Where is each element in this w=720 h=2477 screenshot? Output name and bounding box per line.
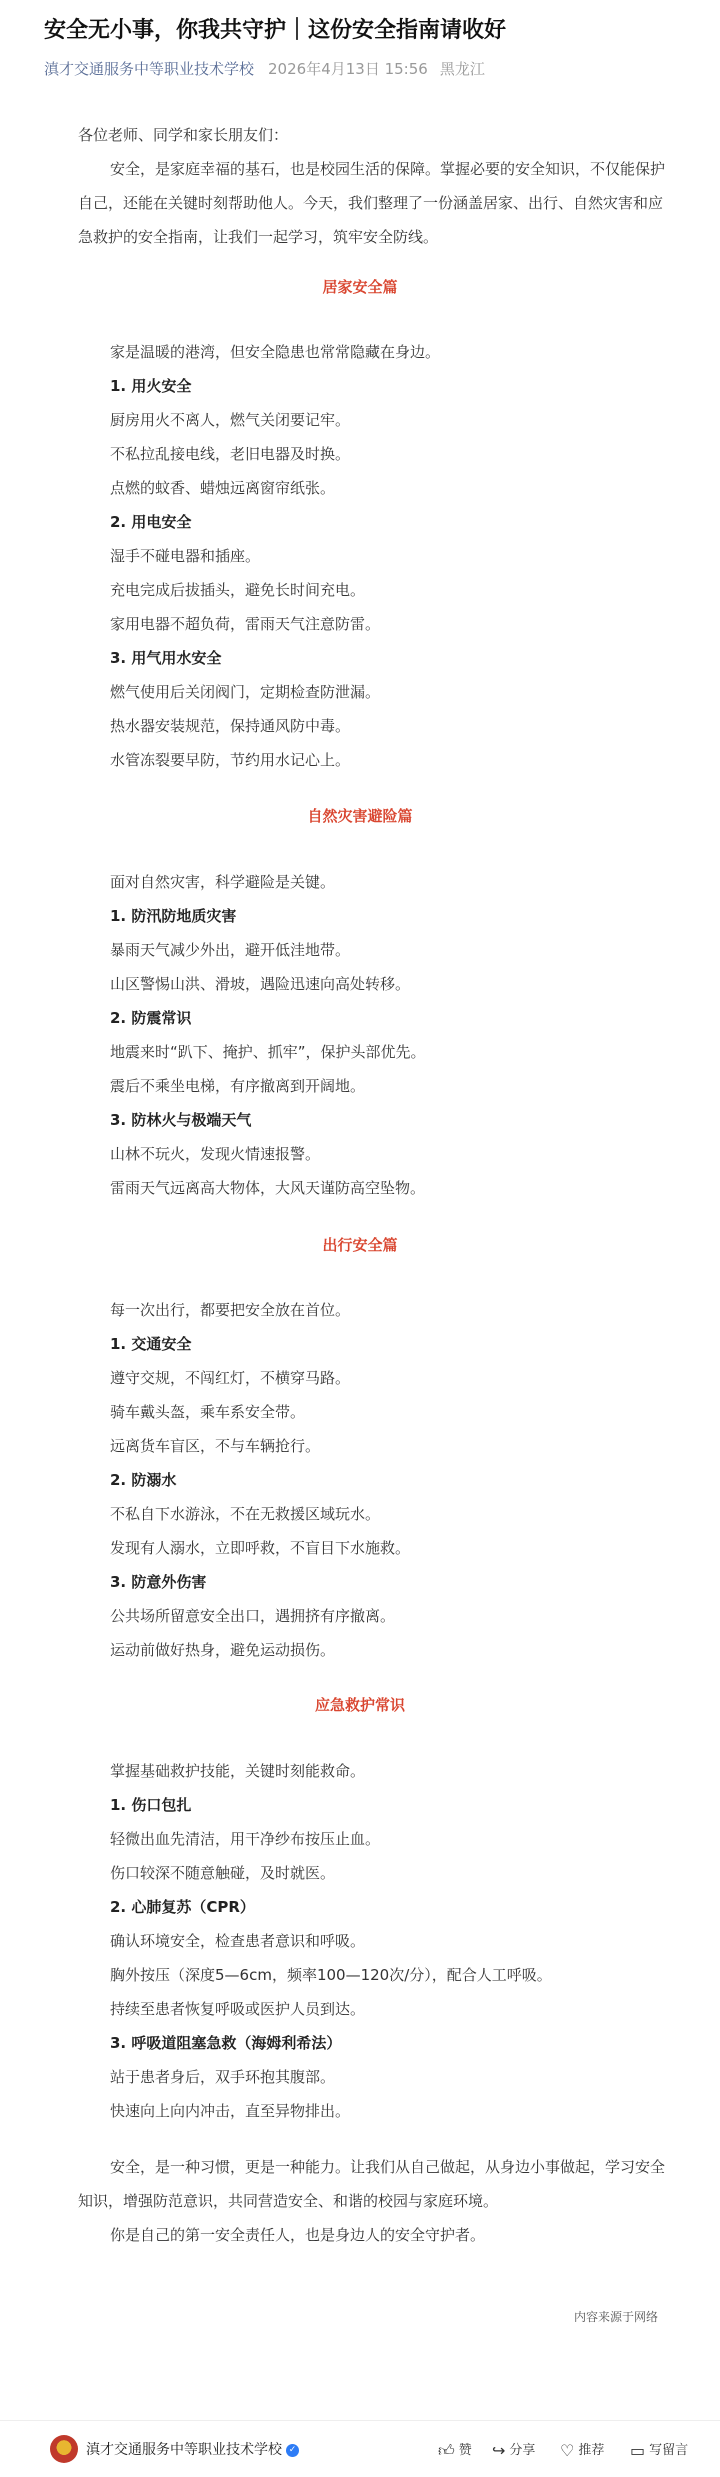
rescue-line: 站于患者身后，双手环抱其腹部。 xyxy=(110,2068,336,2086)
travel-line: 远离货车盲区，不与车辆抢行。 xyxy=(110,1437,321,1455)
home-line: 燃气使用后关闭阀门，定期检查防泄漏。 xyxy=(110,683,381,701)
comment-button[interactable] xyxy=(630,2439,688,2460)
travel-line: 运动前做好热身，避免运动损伤。 xyxy=(110,1641,336,1659)
nature-lead: 面对自然灾害，科学避险是关键。 xyxy=(110,873,336,891)
recommend-label: 推荐 xyxy=(578,2443,605,2458)
section-title-nature: 自然灾害避险篇 xyxy=(307,807,413,825)
closing-paragraph: 安全，是一种习惯，更是一种能力。让我们从自己做起，从身边小事做起，学习安全知识，增强防范意识，共同营造安全、和谐的校园与家庭环境。 xyxy=(78,2158,666,2210)
home-line: 湿手不碰电器和插座。 xyxy=(110,547,261,565)
nature-line: 暴雨天气减少外出，避开低洼地带。 xyxy=(110,941,351,959)
rescue-line: 持续至患者恢复呼吸或医护人员到达。 xyxy=(110,2000,366,2018)
travel-heading-2: 2. 防溺水 xyxy=(110,1471,177,1489)
travel-line: 发现有人溺水，立即呼救，不盲目下水施救。 xyxy=(110,1539,411,1557)
rescue-line: 快速向上向内冲击，直至异物排出。 xyxy=(110,2102,351,2120)
section-title-rescue: 应急救护常识 xyxy=(314,1696,405,1714)
home-line: 热水器安装规范，保持通风防中毒。 xyxy=(110,717,351,735)
home-line: 不私拉乱接电线，老旧电器及时换。 xyxy=(110,445,351,463)
rescue-line: 伤口较深不随意触碰，及时就医。 xyxy=(110,1864,336,1882)
greeting: 各位老师、同学和家长朋友们： xyxy=(78,126,289,144)
nature-line: 山区警惕山洪、滑坡，遇险迅速向高处转移。 xyxy=(110,975,411,993)
intro-paragraph: 安全，是家庭幸福的基石，也是校园生活的保障。掌握必要的安全知识，不仅能保护自己，还能在关键时刻帮助他人。今天，我们整理了一份涵盖居家、出行、自然灾害和应急救护的安全指南，让我们一起学习，筑牢安全防线。 xyxy=(78,160,666,246)
travel-heading-3: 3. 防意外伤害 xyxy=(110,1573,207,1591)
rescue-heading-3: 3. 呼吸道阻塞急救（海姆利希法） xyxy=(110,2034,342,2052)
section-title-travel: 出行安全篇 xyxy=(322,1236,398,1254)
home-line: 厨房用火不离人，燃气关闭要记牢。 xyxy=(110,411,351,429)
travel-lead: 每一次出行，都要把安全放在首位。 xyxy=(110,1301,351,1319)
home-line: 家用电器不超负荷，雷雨天气注意防雷。 xyxy=(110,615,381,633)
home-heading-2: 2. 用电安全 xyxy=(110,513,192,531)
rescue-heading-2: 2. 心肺复苏（CPR） xyxy=(110,1898,255,1916)
home-heading-1: 1. 用火安全 xyxy=(110,377,192,395)
share-arrow-icon: ↪ xyxy=(492,2441,506,2460)
share-label: 分享 xyxy=(509,2443,536,2458)
account-avatar[interactable] xyxy=(50,2435,78,2463)
verified-icon: ✓ xyxy=(286,2444,299,2457)
home-line: 充电完成后拔插头，避免长时间充电。 xyxy=(110,581,366,599)
rescue-heading-1: 1. 伤口包扎 xyxy=(110,1796,192,1814)
account-name[interactable] xyxy=(86,2439,299,2459)
publish-location: 黑龙江 xyxy=(439,60,485,78)
nature-line: 地震来时“趴下、掩护、抓牢”，保护头部优先。 xyxy=(110,1043,426,1061)
comment-icon: ▭ xyxy=(630,2441,646,2460)
travel-line: 骑车戴头盔，乘车系安全带。 xyxy=(110,1403,306,1421)
travel-line: 公共场所留意安全出口，遇拥挤有序撤离。 xyxy=(110,1607,396,1625)
source-account-link[interactable]: 滇才交通服务中等职业技术学校 xyxy=(44,60,255,78)
like-button[interactable] xyxy=(438,2439,472,2461)
rescue-line: 轻微出血先清洁，用干净纱布按压止血。 xyxy=(110,1830,381,1848)
section-title-home: 居家安全篇 xyxy=(322,278,398,296)
share-button[interactable] xyxy=(492,2439,535,2460)
nature-line: 震后不乘坐电梯，有序撤离到开阔地。 xyxy=(110,1077,366,1095)
rescue-line: 确认环境安全，检查患者意识和呼吸。 xyxy=(110,1932,366,1950)
publish-date: 2026年4月13日 15:56 xyxy=(268,60,428,78)
account-name-text[interactable]: 滇才交通服务中等职业技术学校 xyxy=(86,2442,282,2458)
nature-heading-3: 3. 防林火与极端天气 xyxy=(110,1111,252,1129)
home-line: 点燃的蚊香、蜡烛远离窗帘纸张。 xyxy=(110,479,336,497)
home-lead: 家是温暖的港湾，但安全隐患也常常隐藏在身边。 xyxy=(110,343,441,361)
rescue-lead: 掌握基础救护技能，关键时刻能救命。 xyxy=(110,1762,366,1780)
nature-heading-1: 1. 防汛防地质灾害 xyxy=(110,907,237,925)
thumbs-up-icon: 👍︎ xyxy=(438,2441,455,2460)
nature-line: 雷雨天气远离高大物体，大风天谨防高空坠物。 xyxy=(110,1179,426,1197)
article-meta xyxy=(44,58,497,79)
travel-line: 遵守交规，不闯红灯，不横穿马路。 xyxy=(110,1369,351,1387)
heart-icon: ♡ xyxy=(560,2441,575,2460)
like-label: 赞 xyxy=(458,2443,472,2458)
article-title: 安全无小事，你我共守护｜这份安全指南请收好 xyxy=(44,18,507,43)
recommend-button[interactable] xyxy=(560,2439,604,2460)
travel-line: 不私自下水游泳，不在无救援区域玩水。 xyxy=(110,1505,381,1523)
home-line: 水管冻裂要早防，节约用水记心上。 xyxy=(110,751,351,769)
comment-label: 写留言 xyxy=(649,2443,689,2458)
travel-heading-1: 1. 交通安全 xyxy=(110,1335,192,1353)
rescue-line: 胸外按压（深度5—6cm，频率100—120次/分），配合人工呼吸。 xyxy=(110,1966,552,1984)
source-note: 内容来源于网络 xyxy=(573,2310,658,2324)
home-heading-3: 3. 用气用水安全 xyxy=(110,649,222,667)
nature-line: 山林不玩火，发现火情速报警。 xyxy=(110,1145,321,1163)
closing-line: 你是自己的第一安全责任人，也是身边人的安全守护者。 xyxy=(110,2226,486,2244)
bottom-action-bar xyxy=(0,2420,720,2477)
nature-heading-2: 2. 防震常识 xyxy=(110,1009,192,1027)
